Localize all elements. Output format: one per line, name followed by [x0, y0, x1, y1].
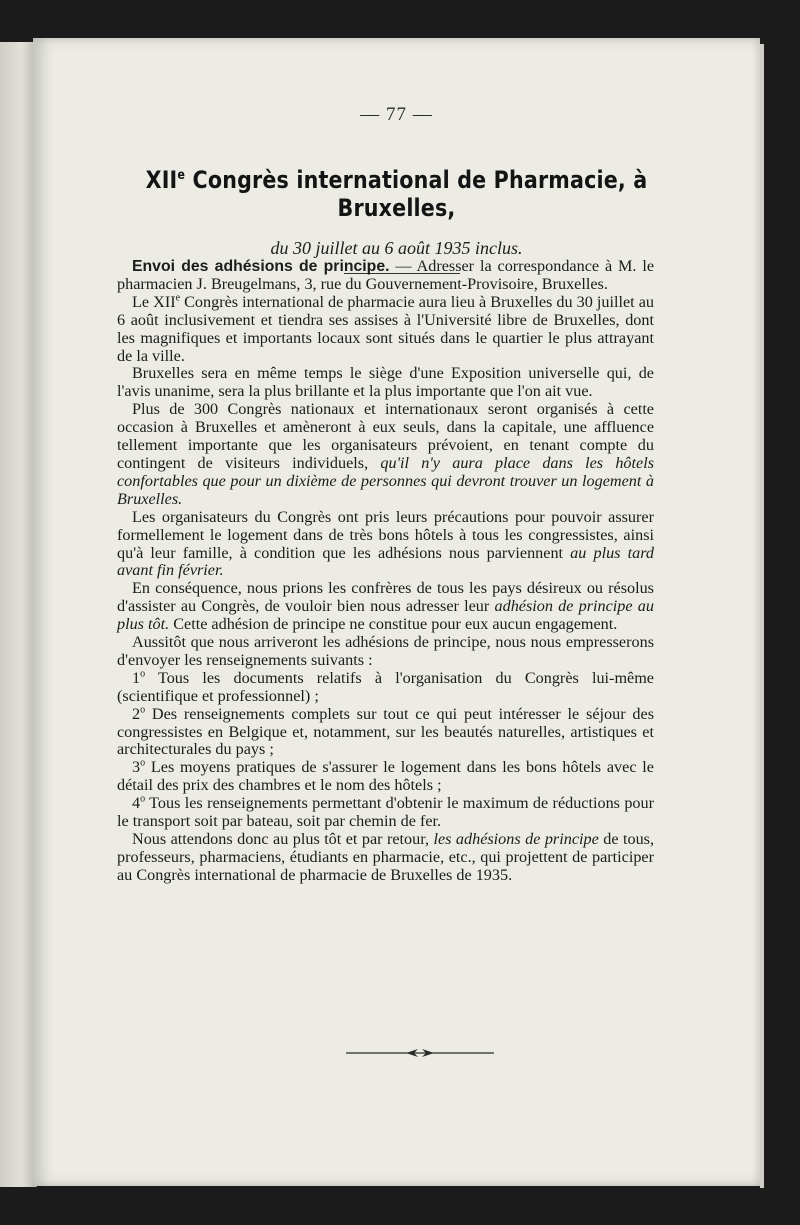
list-item: 3$^o$ Les moyens pratiques de s'assurer le logement dans les bons hôtels avec le détail des prix des chambres et le nom des hôtels ; [117, 757, 654, 795]
paragraph: Aussitôt que nous arriveront les adhésions de principe, nous nous empresserons d'envoyer les renseignements suivants : [117, 633, 654, 669]
paragraph: Plus de 300 Congrès nationaux et internationaux seront organisés à cette occasion à Bruxelles et amèneront à eux seuls, dans la capitale, une affluence tellement importante que les organisateurs prévoient, en tenant compte du contingent de visiteurs individuels, qu'il n'y aura place dans les hôtels confortables que pour un dixième de personnes qui devront trouver un logement à Bruxelles. [117, 400, 655, 508]
paragraph: Envoi des adhésions de principe. — Adresser la correspondance à M. le pharmacien J. Breugelmans, 3, rue du Gouvernement-Provisoire, Bruxelles. [117, 257, 654, 293]
list-item: 2$^o$ Des renseignements complets sur tout ce qui peut intéresser le séjour des congressistes en Belgique et, notamment, sur les beautés naturelles, artistiques et architecturales du pays ; [117, 704, 654, 759]
paragraph: Le XIIe Congrès international de pharmacie aura lieu à Bruxelles du 30 juillet au 6 août inclusivement et tiendra ses assises à l'Université libre de Bruxelles, dont les magnifiques et importants locaux sont situés dans le quartier le plus attrayant de la ville. [117, 292, 654, 365]
list-item: 1$^o$ Tous les documents relatifs à l'organisation du Congrès lui-même (scientifique et professionnel) ; [117, 668, 654, 705]
paragraph: Bruxelles sera en même temps le siège d'une Exposition universelle qui, de l'avis unanime, sera la plus brillante et la plus importante que l'on ait vue. [117, 364, 654, 401]
article-body [117, 258, 654, 885]
paragraph: Les organisateurs du Congrès ont pris leurs précautions pour pouvoir assurer formellement le logement dans de très bons hôtels à tous les congressistes, ainsi qu'à leur famille, à condition que les adhésions nous parviennent au plus tard avant fin février. [117, 507, 654, 580]
paragraph: En conséquence, nous prions les confrères de tous les pays désireux ou résolus d'assister au Congrès, de vouloir bien nous adresser leur adhésion de principe au plus tôt. Cette adhésion de principe ne constitue pour eux aucun engagement. [117, 579, 654, 634]
list-item: 4$^o$ Tous les renseignements permettant d'obtenir le maximum de réductions pour le transport soit par bateau, soit par chemin de fer. [117, 793, 654, 831]
page-subtitle: du 30 juillet au 6 août 1935 inclus. [270, 238, 523, 258]
end-ornament [346, 1048, 494, 1058]
adjacent-page-edge [0, 42, 37, 1187]
page-edge [760, 44, 764, 1188]
page-number: — 77 — [360, 104, 433, 125]
paragraph: Nous attendons donc au plus tôt et par retour, les adhésions de principe de tous, professeurs, pharmaciens, étudiants en pharmacie, etc., qui projettent de participer au Congrès international de pharmacie de Bruxelles de 1935. [117, 830, 655, 884]
page-title: XIIe Congrès international de Pharmacie, à Bruxelles, [145, 166, 648, 222]
